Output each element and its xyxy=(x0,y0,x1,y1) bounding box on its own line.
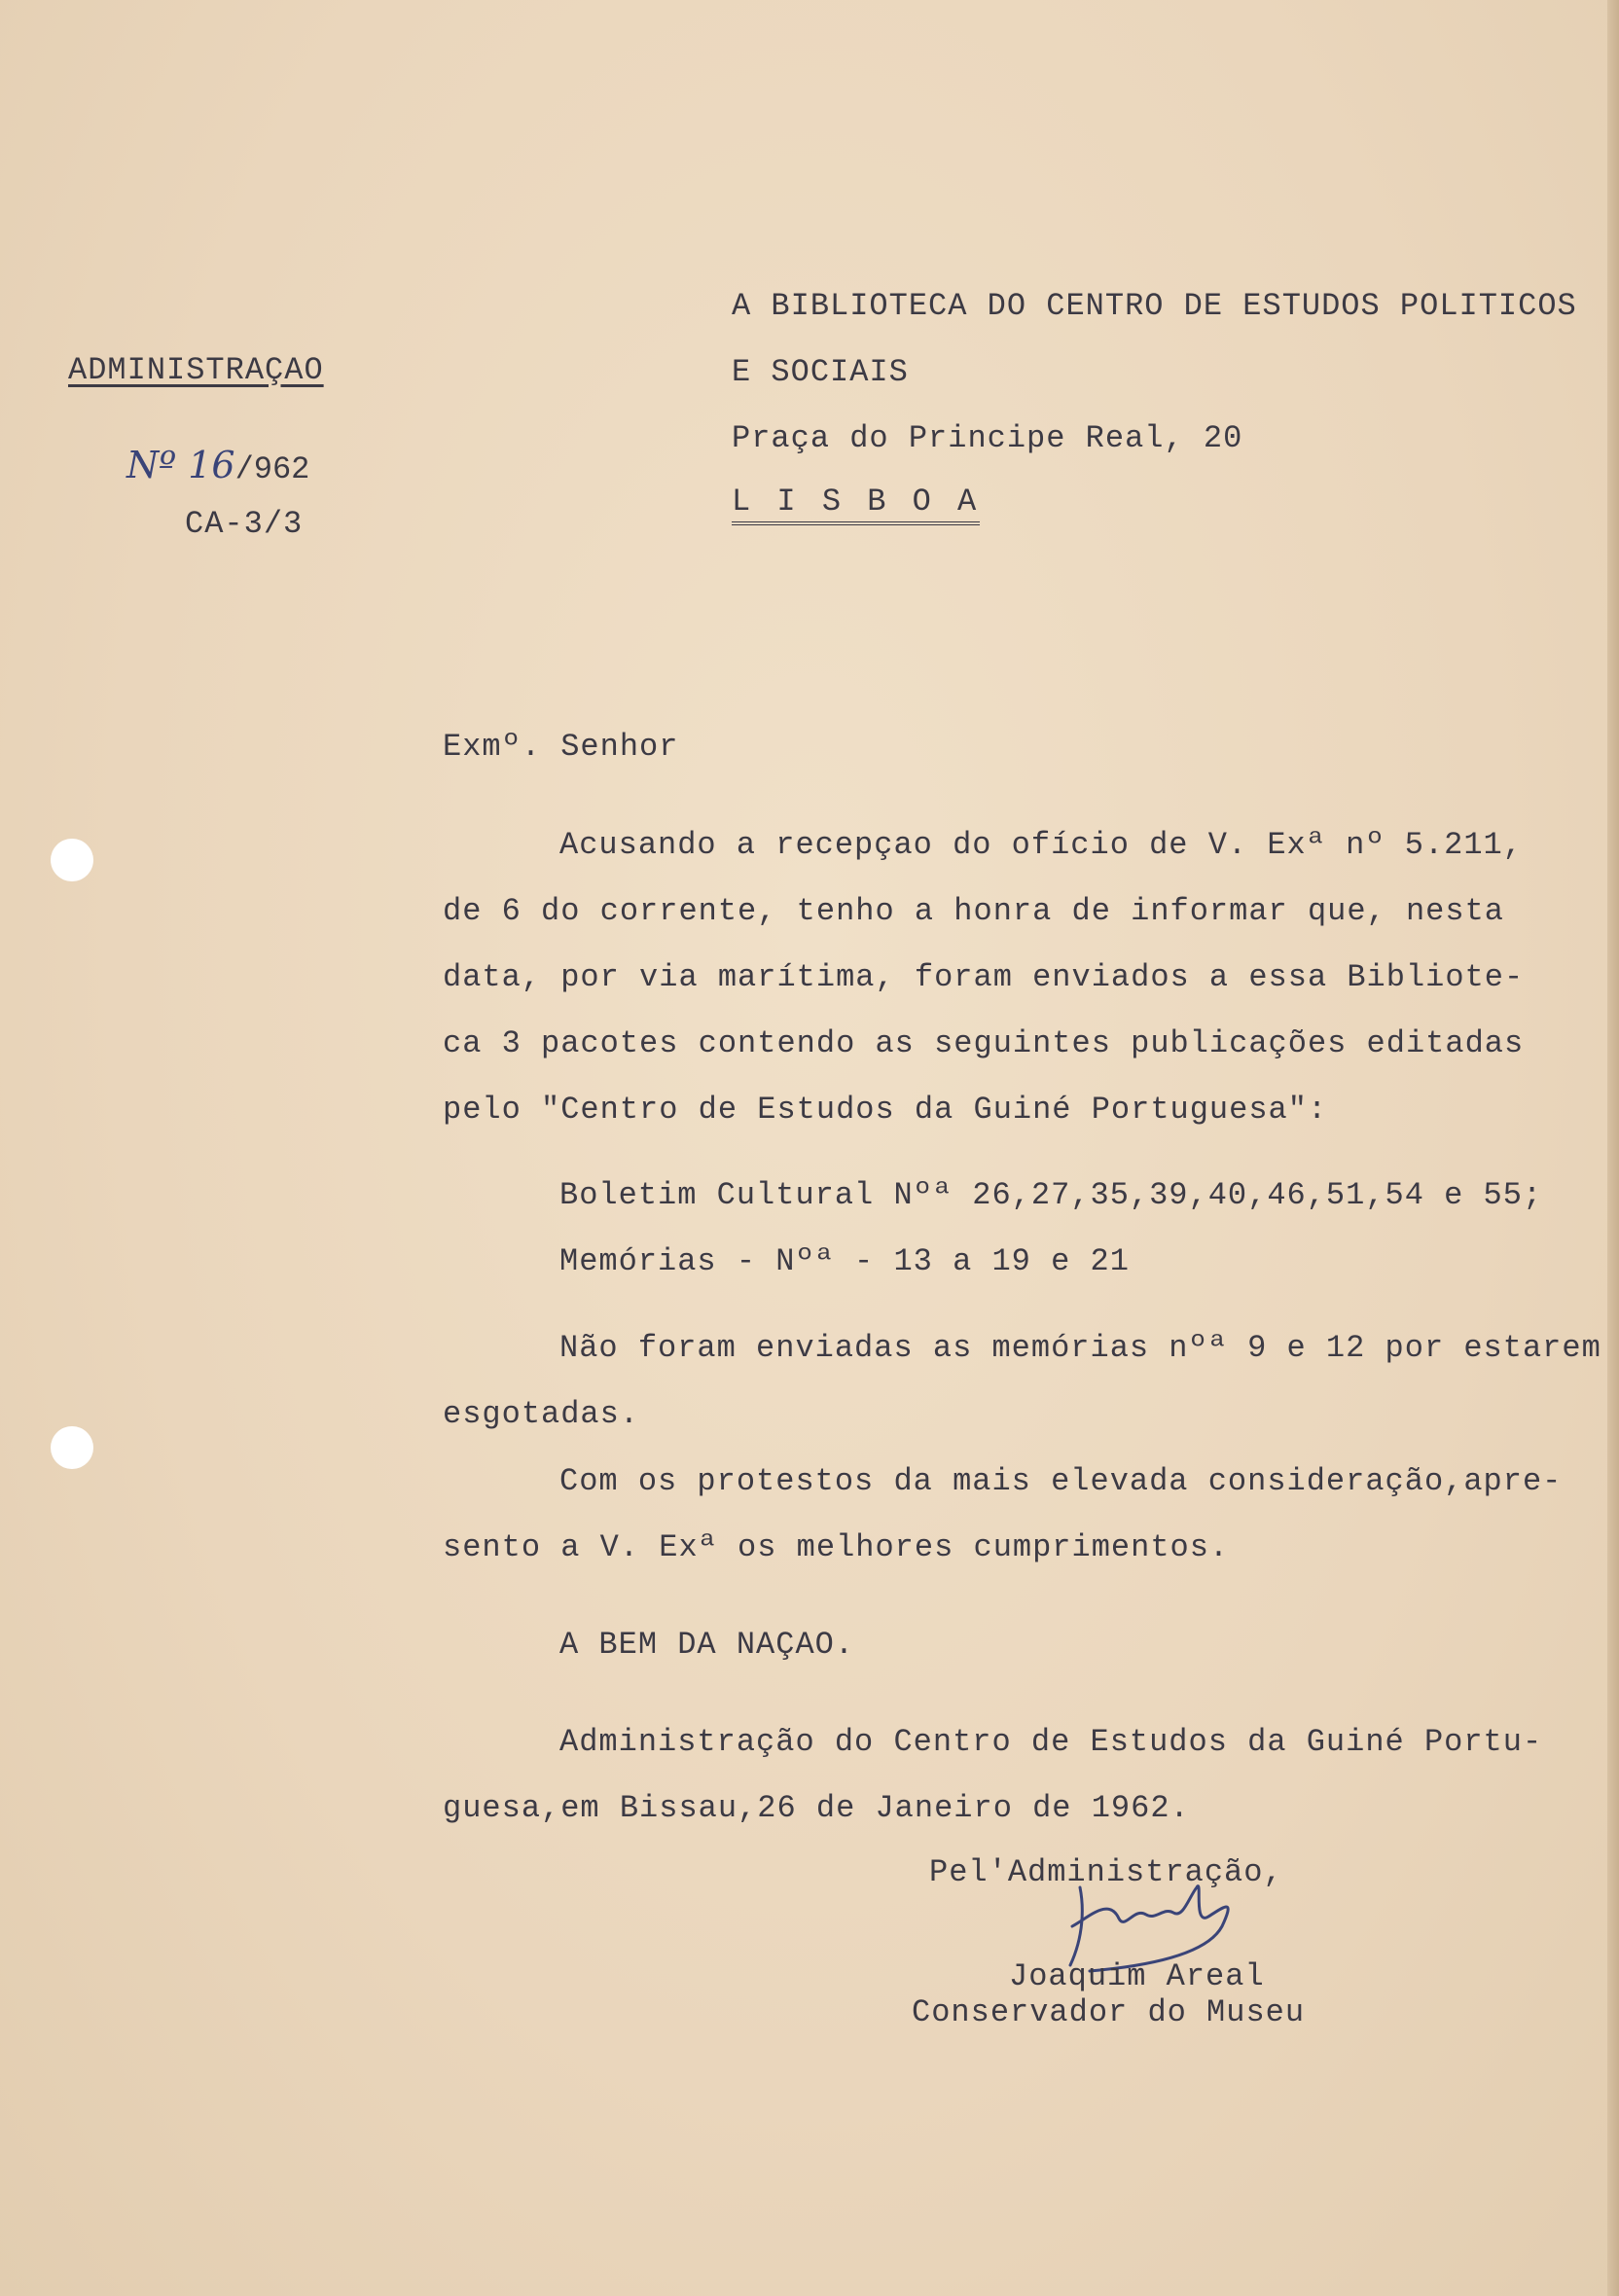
paragraph-3-line: sento a V. Exª os melhores cumprimentos. xyxy=(443,1529,1230,1565)
list-item: Memórias - Nºª - 13 a 19 e 21 xyxy=(559,1243,1130,1279)
signatory-title: Conservador do Museu xyxy=(912,1994,1306,2030)
paragraph-2-line: Não foram enviadas as memórias nºª 9 e 12 por estarem xyxy=(559,1330,1601,1366)
paper-edge xyxy=(1607,0,1619,2296)
paragraph-3-line: Com os protestos da mais elevada consideração,apre- xyxy=(559,1463,1563,1499)
on-behalf-line: Pel'Administração, xyxy=(929,1854,1283,1890)
recipient-city: L I S B O A xyxy=(732,484,980,525)
paragraph-2 xyxy=(443,1330,1601,1462)
signatory-name: Joaquim Areal xyxy=(1009,1958,1265,1994)
punch-hole-bottom xyxy=(51,1426,93,1469)
paragraph-1 xyxy=(443,827,1591,1158)
paragraph-2-line: esgotadas. xyxy=(443,1396,640,1432)
recipient-line-1: A BIBLIOTECA DO CENTRO DE ESTUDOS POLITICOS xyxy=(732,288,1577,324)
paragraph-1-line: de 6 do corrente, tenho a honra de informar que, nesta xyxy=(443,893,1504,929)
paragraph-1-line: Acusando a recepçao do ofício de V. Exª nº 5.211, xyxy=(559,827,1523,863)
reference-number-handwritten: Nº 16 xyxy=(126,444,235,486)
reference-number-year: /962 xyxy=(234,451,310,487)
recipient-line-2: E SOCIAIS xyxy=(732,354,909,390)
recipient-address: Praça do Principe Real, 20 xyxy=(732,420,1243,456)
publication-list xyxy=(443,1177,1591,1309)
salutation: Exmº. Senhor xyxy=(443,729,679,765)
reference-code: CA-3/3 xyxy=(185,506,304,542)
reference-number xyxy=(126,444,309,487)
paragraph-1-line: ca 3 pacotes contendo as seguintes publicações editadas xyxy=(443,1025,1525,1061)
paragraph-4-line: Administração do Centro de Estudos da Guiné Portu- xyxy=(559,1724,1543,1760)
punch-hole-top xyxy=(51,839,93,881)
paragraph-1-line: pelo "Centro de Estudos da Guiné Portuguesa": xyxy=(443,1092,1328,1128)
paragraph-4-line: guesa,em Bissau,26 de Janeiro de 1962. xyxy=(443,1790,1190,1826)
closing-motto: A BEM DA NAÇAO. xyxy=(559,1627,855,1663)
list-item: Boletim Cultural Nºª 26,27,35,39,40,46,51,54 e 55; xyxy=(559,1177,1543,1213)
department-heading: ADMINISTRAÇAO xyxy=(68,352,324,388)
paragraph-4 xyxy=(443,1724,1591,1856)
paragraph-3 xyxy=(443,1463,1591,1596)
paragraph-1-line: data, por via marítima, foram enviados a essa Bibliote- xyxy=(443,959,1525,995)
